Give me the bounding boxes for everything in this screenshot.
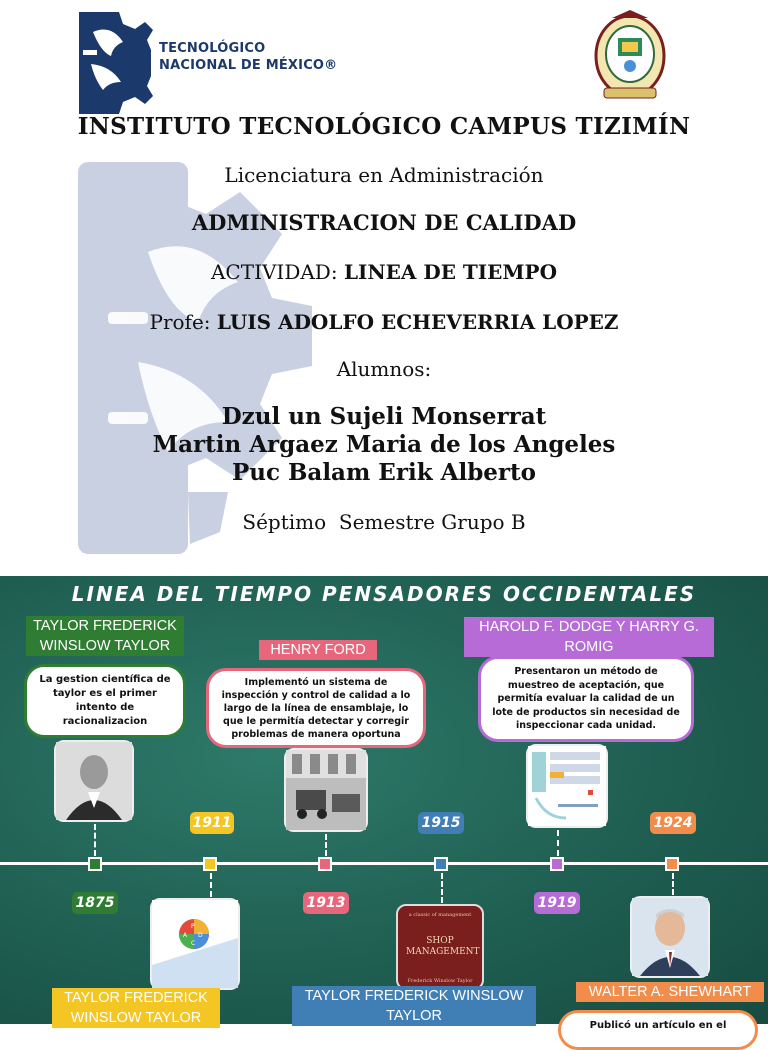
activity-line (0, 260, 768, 284)
timeline-node-1913 (318, 857, 332, 871)
event-name-1875: TAYLOR FREDERICK WINSLOW TAYLOR (26, 616, 184, 656)
event-name-1913: HENRY FORD (259, 640, 377, 660)
svg-text:A: A (183, 932, 188, 939)
event-name-1911: TAYLOR FREDERICK WINSLOW TAYLOR (52, 988, 220, 1028)
timeline-node-1911 (203, 857, 217, 871)
taylor-portrait-image (54, 740, 134, 822)
logo-text-nacional: NACIONAL DE MÉXICO® (159, 58, 338, 73)
year-1911: 1911 (190, 812, 234, 834)
ford-factory-image (284, 748, 368, 832)
timeline-node-1919 (550, 857, 564, 871)
year-1924: 1924 (650, 812, 696, 834)
year-1919: 1919 (534, 892, 580, 914)
year-1875: 1875 (72, 892, 118, 914)
professor-label: Profe: (149, 310, 211, 334)
event-name-1924: WALTER A. SHEWHART (576, 982, 764, 1002)
connector-1915 (441, 873, 443, 903)
book-author: Frederick Winslow Taylor (407, 978, 473, 984)
timeline-title: LINEA DEL TIEMPO PENSADORES OCCIDENTALES (71, 582, 697, 606)
activity-value: LINEA DE TIEMPO (343, 260, 557, 284)
student-name: Martin Argaez Maria de los Angeles (152, 431, 616, 458)
logo-text-tecnologico: TECNOLÓGICO (159, 41, 266, 56)
professor-name: LUIS ADOLFO ECHEVERRIA LOPEZ (216, 310, 619, 334)
sampling-diagram-image (526, 744, 608, 828)
student-name: Puc Balam Erik Alberto (231, 459, 537, 486)
event-description-1919: Presentaron un método de muestreo de aceptación, que permitía evaluar la calidad de un lote de productos sin necesidad de inspeccionar cada unidad. (478, 656, 694, 742)
timeline-node-1924 (665, 857, 679, 871)
students-list (0, 403, 768, 487)
person-portrait-icon (632, 898, 708, 976)
timeline-node-1875 (88, 857, 102, 871)
event-name-1919: HAROLD F. DODGE Y HARRY G. ROMIG (464, 617, 714, 657)
connector-1875 (94, 824, 96, 856)
event-description-1924: Publicó un artículo en el (558, 1010, 758, 1050)
timeline-slide (0, 576, 768, 1031)
sampling-chart-icon (528, 746, 606, 826)
connector-1924 (672, 873, 674, 895)
connector-1919 (557, 830, 559, 856)
course-title: ADMINISTRACION DE CALIDAD (191, 210, 577, 235)
year-1913: 1913 (303, 892, 349, 914)
event-description-1875: La gestion científica de taylor es el primer intento de racionalizacion (24, 664, 186, 738)
students-label: Alumnos: (336, 357, 432, 381)
activity-label: ACTIVIDAD: (210, 260, 338, 284)
degree-text: Licenciatura en Administración (224, 163, 544, 187)
book-title: SHOP MANAGEMENT (406, 936, 480, 957)
student-name: Dzul un Sujeli Monserrat (221, 403, 547, 430)
year-1915: 1915 (418, 812, 464, 834)
book-top-text: a classic of management (408, 912, 472, 918)
semester-text: Séptimo Semestre Grupo B (242, 510, 526, 534)
svg-text:D: D (198, 932, 203, 939)
timeline-node-1915 (434, 857, 448, 871)
pdca-image (150, 898, 240, 990)
institute-title: INSTITUTO TECNOLÓGICO CAMPUS TIZIMÍN (77, 113, 691, 140)
person-portrait-icon (56, 742, 132, 820)
shop-management-book-image (396, 904, 484, 990)
pdca-cycle-icon (152, 900, 238, 988)
timeline-axis (0, 862, 768, 865)
connector-1911 (210, 873, 212, 897)
event-description-1913: Implementó un sistema de inspección y control de calidad a lo largo de la línea de ensamblaje, lo que le permitía detectar y corregir problemas de manera oportuna (206, 668, 426, 748)
campus-seal-icon (592, 8, 668, 104)
factory-photo-icon (286, 750, 366, 830)
connector-1913 (325, 834, 327, 856)
shewhart-portrait-image (630, 896, 710, 978)
svg-text:P: P (191, 923, 195, 930)
svg-text:C: C (191, 940, 196, 947)
professor-line (0, 310, 768, 334)
tecnm-logo-icon (79, 10, 151, 102)
event-name-1915: TAYLOR FREDERICK WINSLOW TAYLOR (292, 986, 536, 1026)
